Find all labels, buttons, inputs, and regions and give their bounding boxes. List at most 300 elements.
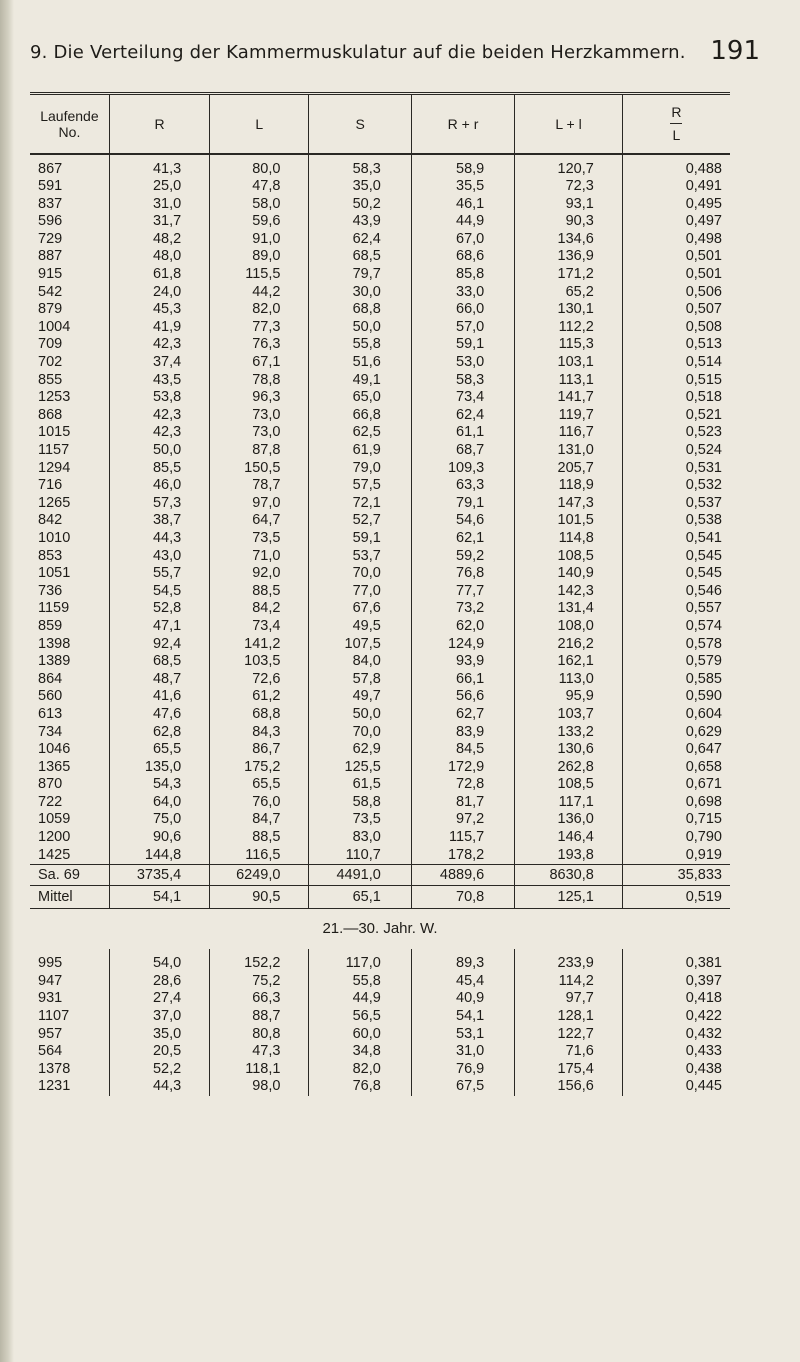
table-cell: 729 (38, 230, 63, 247)
table-cell: 31,7 (109, 213, 209, 231)
table-cell: 43,5 (109, 372, 209, 390)
table-summary (30, 865, 730, 950)
table-cell: 44,3 (109, 1078, 209, 1096)
table-cell: 76,0 (210, 794, 309, 812)
table-cell: 85,8 (411, 266, 514, 284)
table-cell: 560 (38, 688, 63, 705)
table-cell: 709 (38, 336, 63, 353)
table-cell: 110,7 (309, 847, 411, 865)
table-row (30, 389, 730, 407)
table-cell: 128,1 (515, 1008, 623, 1026)
table-cell: 0,497 (622, 213, 730, 231)
table-row (30, 530, 730, 548)
table-cell: 42,3 (109, 336, 209, 354)
table-row (30, 372, 730, 390)
table-cell: 112,2 (515, 319, 623, 337)
table-cell: 0,629 (622, 724, 730, 742)
table-cell: 75,2 (210, 973, 309, 991)
table-cell: 44,9 (411, 213, 514, 231)
col-header-r-plus-r: R + r (411, 94, 514, 154)
table-cell: 859 (38, 617, 63, 634)
table-cell: 853 (38, 547, 63, 564)
table-cell: 1059 (38, 811, 71, 828)
table-cell: 50,0 (109, 442, 209, 460)
table-row (30, 794, 730, 812)
table-cell: 122,7 (515, 1026, 623, 1044)
table-cell: 49,7 (309, 688, 411, 706)
table-cell: 30,0 (309, 284, 411, 302)
table-cell: 103,1 (515, 354, 623, 372)
table-cell: 0,515 (622, 372, 730, 390)
table-row (30, 583, 730, 601)
ratio-fraction: $\frac{R}{L}$ (671, 104, 682, 144)
table-cell: 77,7 (411, 583, 514, 601)
table-cell: 90,3 (515, 213, 623, 231)
table-cell: 42,3 (109, 424, 209, 442)
table-cell: 97,0 (210, 495, 309, 513)
table-cell: 54,5 (109, 583, 209, 601)
table-cell: 146,4 (515, 829, 623, 847)
table-cell: 0,574 (622, 618, 730, 636)
table-cell: 119,7 (515, 407, 623, 425)
table-cell: 842 (38, 512, 63, 529)
table-cell: 1107 (38, 1008, 70, 1025)
table-cell: 56,6 (411, 688, 514, 706)
table-cell: 0,715 (622, 811, 730, 829)
table-cell: 62,9 (309, 741, 411, 759)
table-cell: 27,4 (109, 990, 209, 1008)
table-cell: 70,0 (309, 565, 411, 583)
table-cell: 34,8 (309, 1043, 411, 1061)
table-cell: 702 (38, 354, 63, 371)
table-row (30, 319, 730, 337)
table-cell: 41,6 (109, 688, 209, 706)
table-cell: 59,2 (411, 548, 514, 566)
table-cell: 54,1 (411, 1008, 514, 1026)
table-row (30, 213, 730, 231)
table-cell: 61,9 (309, 442, 411, 460)
table-cell: 915 (38, 266, 63, 283)
table-cell: 57,8 (309, 671, 411, 689)
table-cell: 48,0 (109, 248, 209, 266)
table-cell: 77,0 (309, 583, 411, 601)
table-cell: 54,6 (411, 512, 514, 530)
mean-row: Mittel 54,1 90,5 65,1 70,8 125,1 0,519 (30, 886, 730, 909)
table-cell: 61,8 (109, 266, 209, 284)
table-cell: 0,545 (622, 548, 730, 566)
table-row (30, 759, 730, 777)
table-cell: 73,4 (411, 389, 514, 407)
table-cell: 1051 (38, 565, 71, 582)
table-cell: 1159 (38, 600, 70, 617)
table-cell: 90,6 (109, 829, 209, 847)
table-cell: 870 (38, 776, 63, 793)
table-cell: 62,4 (411, 407, 514, 425)
col-header-s: S (309, 94, 411, 154)
table-cell: 193,8 (515, 847, 623, 865)
table-cell: 61,2 (210, 688, 309, 706)
table-cell: 135,0 (109, 759, 209, 777)
table-cell: 1378 (38, 1060, 71, 1077)
table-cell: 0,537 (622, 495, 730, 513)
table-row (30, 407, 730, 425)
table-cell: 107,5 (309, 636, 411, 654)
table-cell: 65,2 (515, 284, 623, 302)
table-cell: 95,9 (515, 688, 623, 706)
table-cell: 64,7 (210, 512, 309, 530)
table-row (30, 161, 730, 179)
table-cell: 142,3 (515, 583, 623, 601)
table-body-women (30, 949, 730, 1096)
table-cell: 178,2 (411, 847, 514, 865)
table-cell: 103,7 (515, 706, 623, 724)
table-cell: 76,8 (411, 565, 514, 583)
table-cell: 93,1 (515, 196, 623, 214)
table-cell: 67,1 (210, 354, 309, 372)
table-cell: 596 (38, 213, 63, 230)
table-row (30, 354, 730, 372)
table-cell: 86,7 (210, 741, 309, 759)
table-cell: 0,579 (622, 653, 730, 671)
table-cell: 87,8 (210, 442, 309, 460)
table-cell: 70,0 (309, 724, 411, 742)
table-cell: 84,5 (411, 741, 514, 759)
table-cell: 118,1 (210, 1061, 309, 1079)
table-cell: 47,8 (210, 178, 309, 196)
table-cell: 117,0 (309, 955, 411, 973)
table-row (30, 301, 730, 319)
table-row (30, 495, 730, 513)
table-cell: 0,545 (622, 565, 730, 583)
table-cell: 53,8 (109, 389, 209, 407)
col-header-r: R (109, 94, 209, 154)
table-cell: 92,4 (109, 636, 209, 654)
table-cell: 35,5 (411, 178, 514, 196)
table-cell: 0,514 (622, 354, 730, 372)
table-cell: 171,2 (515, 266, 623, 284)
table-row (30, 424, 730, 442)
table-cell: 131,4 (515, 600, 623, 618)
table-cell: 0,538 (622, 512, 730, 530)
table-cell: 1253 (38, 389, 71, 406)
table-cell: 66,8 (309, 407, 411, 425)
table-cell: 79,0 (309, 460, 411, 478)
table-cell: 88,5 (210, 583, 309, 601)
table-cell: 722 (38, 793, 63, 810)
table-cell: 59,1 (411, 336, 514, 354)
table-cell: 84,0 (309, 653, 411, 671)
table-row (30, 671, 730, 689)
page-header (30, 38, 760, 68)
table-row (30, 706, 730, 724)
table-cell: 47,3 (210, 1043, 309, 1061)
table-cell: 76,3 (210, 336, 309, 354)
table-cell: 1200 (38, 829, 71, 846)
table-cell: 109,3 (411, 460, 514, 478)
table-cell: 92,0 (210, 565, 309, 583)
table-row (30, 196, 730, 214)
table-cell: 0,445 (622, 1078, 730, 1096)
table-cell: 0,422 (622, 1008, 730, 1026)
table-cell: 24,0 (109, 284, 209, 302)
table-cell: 613 (38, 705, 63, 722)
table-cell: 0,671 (622, 776, 730, 794)
table-cell: 52,2 (109, 1061, 209, 1079)
table-cell: 113,1 (515, 372, 623, 390)
table-row (30, 1043, 730, 1061)
table-row (30, 248, 730, 266)
table-cell: 0,585 (622, 671, 730, 689)
table-cell: 0,433 (622, 1043, 730, 1061)
table-row (30, 284, 730, 302)
table-cell: 0,432 (622, 1026, 730, 1044)
table-cell: 65,0 (309, 389, 411, 407)
table-cell: 887 (38, 248, 63, 265)
table-cell: 1389 (38, 653, 71, 670)
table-cell: 1010 (38, 529, 71, 546)
table-cell: 867 (38, 160, 63, 177)
table-cell: 0,524 (622, 442, 730, 460)
table-cell: 591 (38, 178, 63, 195)
table-cell: 20,5 (109, 1043, 209, 1061)
table-cell: 133,2 (515, 724, 623, 742)
table-cell: 868 (38, 406, 63, 423)
table-cell: 76,9 (411, 1061, 514, 1079)
table-cell: 114,2 (515, 973, 623, 991)
table-cell: 84,2 (210, 600, 309, 618)
table-cell: 55,8 (309, 973, 411, 991)
table-cell: 38,7 (109, 512, 209, 530)
table-cell: 33,0 (411, 284, 514, 302)
col-header-l: L (210, 94, 309, 154)
table-cell: 63,3 (411, 477, 514, 495)
table-cell: 130,1 (515, 301, 623, 319)
table-cell: 0,541 (622, 530, 730, 548)
table-cell: 52,7 (309, 512, 411, 530)
table-cell: 57,5 (309, 477, 411, 495)
table-row (30, 636, 730, 654)
table-cell: 233,9 (515, 955, 623, 973)
sum-row: Sa. 69 3735,4 6249,0 4491,0 4889,6 8630,8 35,833 (30, 865, 730, 886)
table-cell: 61,1 (411, 424, 514, 442)
table-cell: 175,4 (515, 1061, 623, 1079)
table-cell: 59,1 (309, 530, 411, 548)
table-row (30, 811, 730, 829)
table-cell: 0,919 (622, 847, 730, 865)
table-cell: 150,5 (210, 460, 309, 478)
table-row (30, 1008, 730, 1026)
table-cell: 734 (38, 723, 63, 740)
table-cell: 91,0 (210, 231, 309, 249)
table-cell: 58,3 (411, 372, 514, 390)
table-cell: 136,9 (515, 248, 623, 266)
table-cell: 1004 (38, 318, 71, 335)
table-cell: 1015 (38, 424, 71, 441)
col-header-ratio (622, 94, 730, 154)
table-cell: 931 (38, 990, 63, 1007)
table-cell: 42,3 (109, 407, 209, 425)
table-row (30, 653, 730, 671)
table-cell: 61,5 (309, 776, 411, 794)
page-number: 191 (710, 36, 760, 66)
table-cell: 97,2 (411, 811, 514, 829)
table-cell: 81,7 (411, 794, 514, 812)
section-heading: 21.—30. Jahr. W. (322, 920, 438, 938)
table-row (30, 1078, 730, 1096)
table-row (30, 973, 730, 991)
table-cell: 57,3 (109, 495, 209, 513)
table-cell: 1425 (38, 846, 71, 863)
table-cell: 947 (38, 972, 63, 989)
table-cell: 0,491 (622, 178, 730, 196)
table-cell: 0,647 (622, 741, 730, 759)
table-cell: 72,1 (309, 495, 411, 513)
table-cell: 96,3 (210, 389, 309, 407)
table-cell: 66,1 (411, 671, 514, 689)
table-cell: 68,6 (411, 248, 514, 266)
table-cell: 35,0 (309, 178, 411, 196)
table-cell: 117,1 (515, 794, 623, 812)
table-cell: 716 (38, 477, 63, 494)
table-cell: 28,6 (109, 973, 209, 991)
section-heading-row (30, 909, 730, 950)
table-row (30, 548, 730, 566)
table-cell: 67,0 (411, 231, 514, 249)
table-cell: 68,8 (210, 706, 309, 724)
table-cell: 82,0 (309, 1061, 411, 1079)
table-cell: 116,5 (210, 847, 309, 865)
table-cell: 65,5 (109, 741, 209, 759)
table-cell: 0,531 (622, 460, 730, 478)
table-cell: 103,5 (210, 653, 309, 671)
table-row (30, 776, 730, 794)
table-cell: 25,0 (109, 178, 209, 196)
table-cell: 48,2 (109, 231, 209, 249)
table-cell: 53,1 (411, 1026, 514, 1044)
table-cell: 0,488 (622, 161, 730, 179)
table-cell: 83,9 (411, 724, 514, 742)
table-cell: 43,0 (109, 548, 209, 566)
table-cell: 879 (38, 301, 63, 318)
table-row (30, 618, 730, 636)
table-cell: 136,0 (515, 811, 623, 829)
table-cell: 77,3 (210, 319, 309, 337)
table-cell: 156,6 (515, 1078, 623, 1096)
table-cell: 89,0 (210, 248, 309, 266)
table-cell: 0,513 (622, 336, 730, 354)
table-cell: 1231 (38, 1078, 71, 1095)
running-title: 9. Die Verteilung der Kammermuskulatur auf die beiden Herzkammern. (30, 42, 686, 63)
table-cell: 80,8 (210, 1026, 309, 1044)
table-cell: 0,518 (622, 389, 730, 407)
table-cell: 82,0 (210, 301, 309, 319)
table-row (30, 724, 730, 742)
table-cell: 216,2 (515, 636, 623, 654)
table-cell: 0,658 (622, 759, 730, 777)
table-row (30, 178, 730, 196)
table-cell: 957 (38, 1025, 63, 1042)
table-row (30, 512, 730, 530)
table-cell: 1046 (38, 741, 71, 758)
table-cell: 31,0 (109, 196, 209, 214)
table-cell: 58,3 (309, 161, 411, 179)
table-row (30, 741, 730, 759)
table-cell: 84,7 (210, 811, 309, 829)
table-cell: 64,0 (109, 794, 209, 812)
table-cell: 41,3 (109, 161, 209, 179)
table-cell: 75,0 (109, 811, 209, 829)
table-cell: 40,9 (411, 990, 514, 1008)
table-row (30, 336, 730, 354)
table-cell: 89,3 (411, 955, 514, 973)
table-cell: 62,5 (309, 424, 411, 442)
table-row (30, 477, 730, 495)
table-cell: 1294 (38, 459, 71, 476)
table-cell: 78,8 (210, 372, 309, 390)
table-row (30, 829, 730, 847)
table-row (30, 231, 730, 249)
table-cell: 62,0 (411, 618, 514, 636)
table-cell: 47,6 (109, 706, 209, 724)
table-cell: 37,4 (109, 354, 209, 372)
table-cell: 0,495 (622, 196, 730, 214)
table-cell: 113,0 (515, 671, 623, 689)
table-cell: 37,0 (109, 1008, 209, 1026)
table-cell: 72,8 (411, 776, 514, 794)
table-cell: 73,0 (210, 424, 309, 442)
table-cell: 50,0 (309, 319, 411, 337)
table-cell: 31,0 (411, 1043, 514, 1061)
table-cell: 88,7 (210, 1008, 309, 1026)
table-cell: 995 (38, 955, 63, 972)
table-cell: 65,5 (210, 776, 309, 794)
table-cell: 108,0 (515, 618, 623, 636)
data-table (30, 92, 730, 1096)
table-cell: 114,8 (515, 530, 623, 548)
table-cell: 837 (38, 195, 63, 212)
table-row (30, 460, 730, 478)
table-cell: 45,4 (411, 973, 514, 991)
table-cell: 1265 (38, 494, 71, 511)
table-cell: 44,2 (210, 284, 309, 302)
table-cell: 118,9 (515, 477, 623, 495)
table-cell: 0,507 (622, 301, 730, 319)
table-cell: 53,0 (411, 354, 514, 372)
table-cell: 62,7 (411, 706, 514, 724)
table-cell: 62,1 (411, 530, 514, 548)
table-cell: 141,2 (210, 636, 309, 654)
table-cell: 56,5 (309, 1008, 411, 1026)
table-cell: 0,557 (622, 600, 730, 618)
table-cell: 50,2 (309, 196, 411, 214)
table-cell: 47,1 (109, 618, 209, 636)
table-cell: 0,698 (622, 794, 730, 812)
table-cell: 73,0 (210, 407, 309, 425)
table-cell: 125,5 (309, 759, 411, 777)
table-cell: 51,6 (309, 354, 411, 372)
table-cell: 0,523 (622, 424, 730, 442)
table-cell: 35,0 (109, 1026, 209, 1044)
table-cell: 124,9 (411, 636, 514, 654)
table-cell: 0,418 (622, 990, 730, 1008)
table-cell: 73,5 (309, 811, 411, 829)
table-cell: 162,1 (515, 653, 623, 671)
table-row (30, 847, 730, 865)
table-cell: 60,0 (309, 1026, 411, 1044)
table-cell: 50,0 (309, 706, 411, 724)
table-cell: 62,4 (309, 231, 411, 249)
table-cell: 101,5 (515, 512, 623, 530)
